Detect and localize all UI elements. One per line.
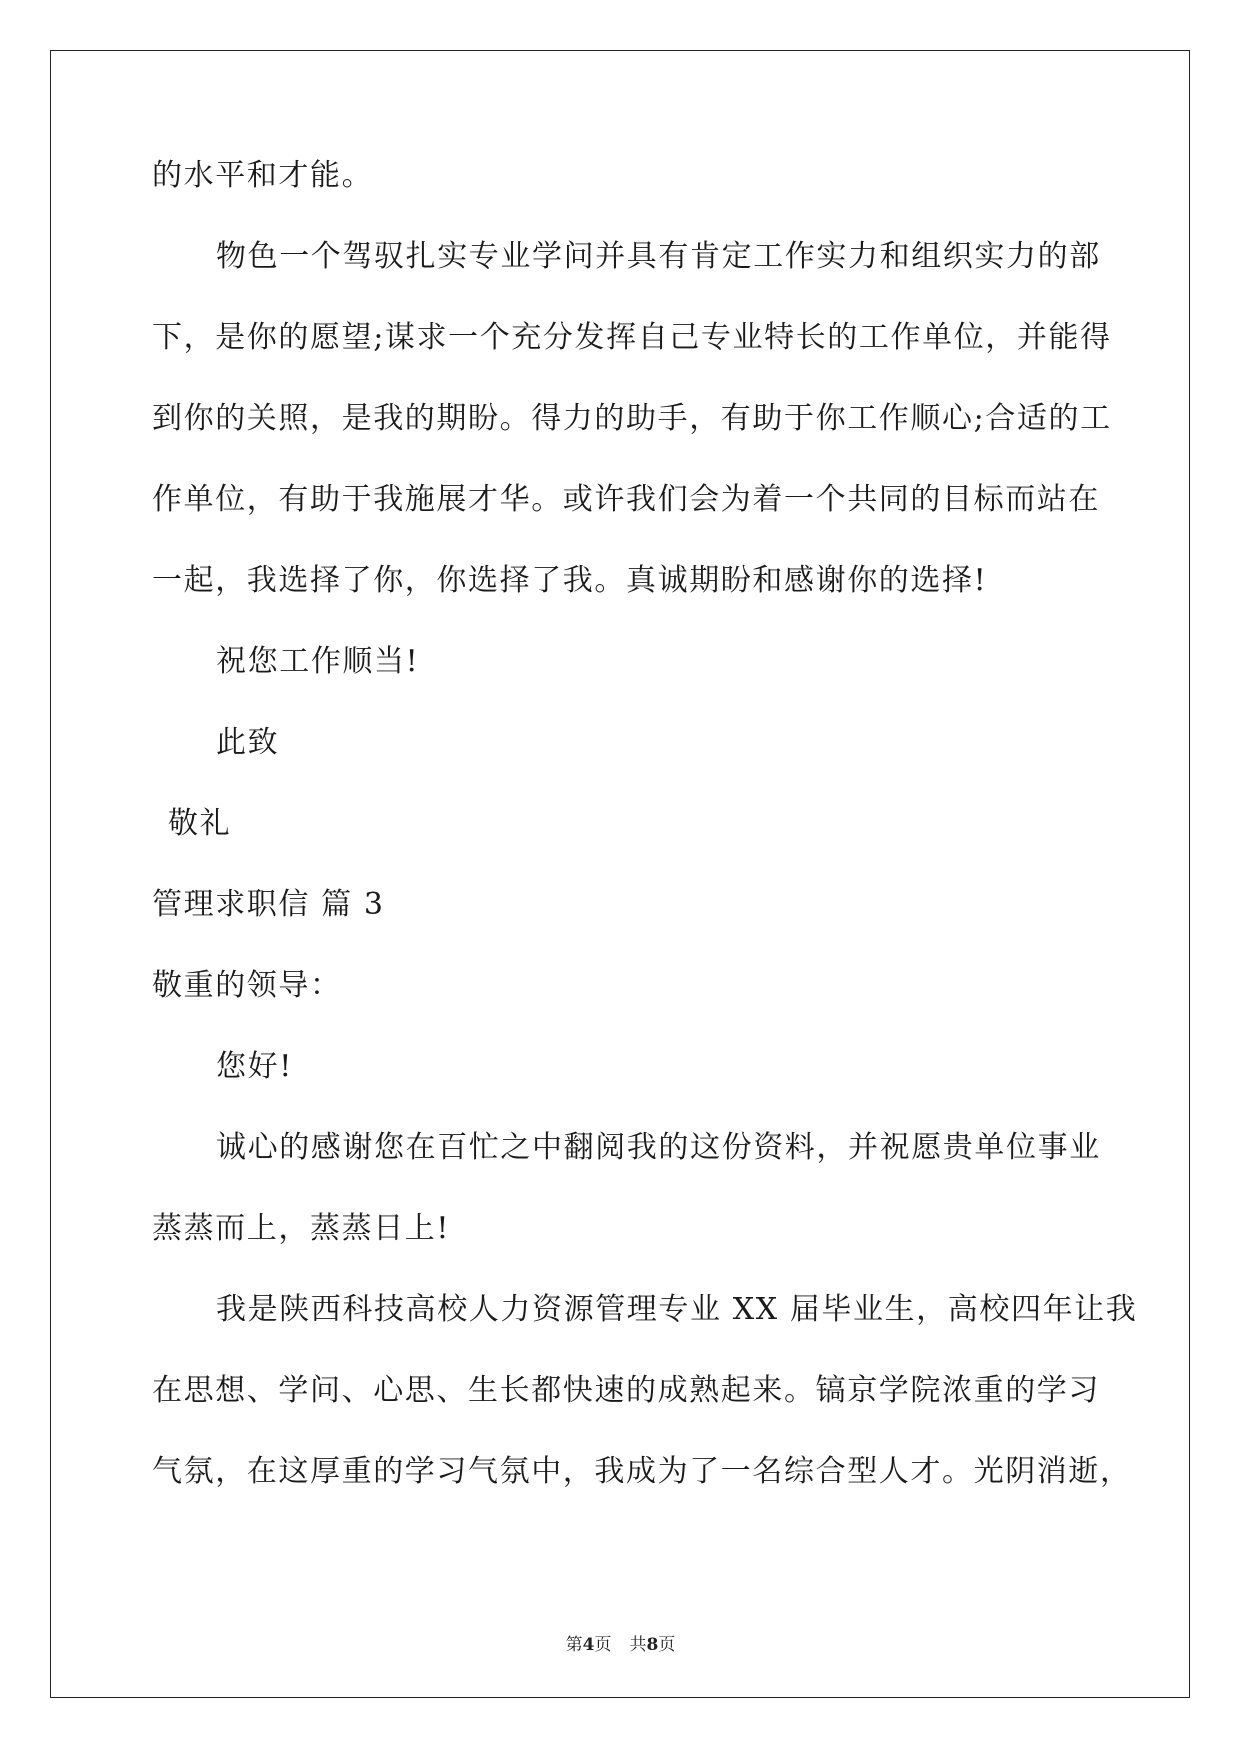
paragraph-line: 的水平和才能。: [152, 158, 374, 193]
paragraph-line: 作单位，有助于我施展才华。或许我们会为着一个共同的目标而站在: [152, 482, 1100, 517]
letter-salutation: 敬重的领导：: [152, 968, 342, 1003]
paragraph-line: 诚心的感谢您在百忙之中翻阅我的这份资料，并祝愿贵单位事业: [216, 1130, 1101, 1165]
section-heading: 管理求职信 篇 3: [152, 887, 385, 922]
paragraph-line: 物色一个驾驭扎实专业学问并具有肯定工作实力和组织实力的部: [216, 239, 1101, 274]
greeting: 您好!: [216, 1049, 293, 1084]
paragraph-line: 我是陕西科技高校人力资源管理专业 XX 届毕业生，高校四年让我: [216, 1292, 1138, 1327]
total-suffix: 页: [658, 1635, 676, 1655]
total-prefix: 共: [629, 1635, 647, 1655]
closing-wish: 祝您工作顺当!: [216, 644, 420, 679]
document-body: [152, 156, 1138, 1533]
closing-salutation: 此致: [216, 725, 280, 760]
paragraph-line: 一起，我选择了你，你选择了我。真诚期盼和感谢你的选择!: [152, 563, 988, 598]
page-mid: 页: [594, 1635, 612, 1655]
paragraph-line: 在思想、学问、心思、生长都快速的成熟起来。镐京学院浓重的学习: [152, 1373, 1100, 1408]
page-total: 8: [646, 1635, 659, 1655]
page-current: 4: [582, 1635, 595, 1655]
paragraph-line: 到你的关照，是我的期盼。得力的助手，有助于你工作顺心;合适的工: [152, 401, 1112, 436]
paragraph-line: 下，是你的愿望;谋求一个充分发挥自己专业特长的工作单位，并能得: [152, 320, 1112, 355]
closing-regards: 敬礼: [168, 806, 232, 841]
page-footer: [0, 1630, 1241, 1655]
paragraph-line: 蒸蒸而上，蒸蒸日上!: [152, 1211, 451, 1246]
paragraph-line: 气氛，在这厚重的学习气氛中，我成为了一名综合型人才。光阴消逝，: [152, 1454, 1132, 1489]
page-prefix: 第: [565, 1635, 583, 1655]
